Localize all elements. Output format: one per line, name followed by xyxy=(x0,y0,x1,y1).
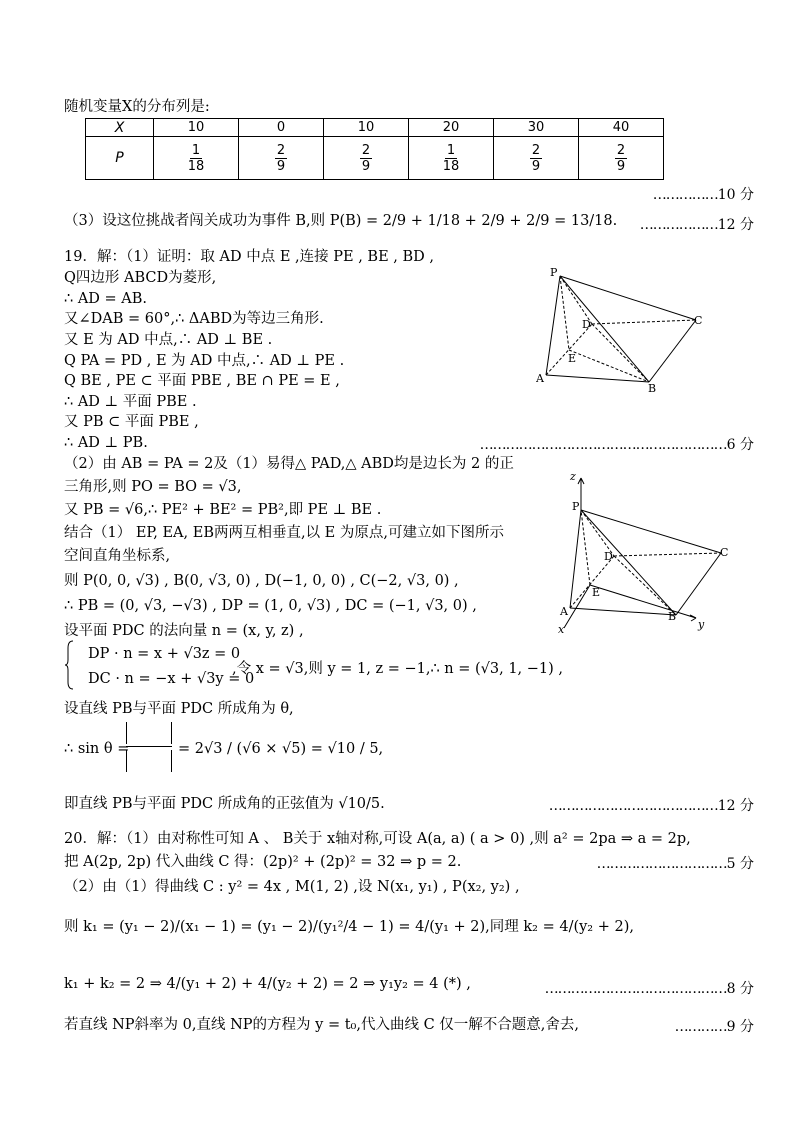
table-cell: $\frac{1}{18}$ xyxy=(409,137,494,180)
table-row-x xyxy=(86,119,664,137)
table-header-x: X xyxy=(86,119,154,137)
equation-line: DC · n = −x + √3y = 0 xyxy=(88,671,255,687)
table-header-p: P xyxy=(86,137,154,180)
proof-line: ∴ AD ⊥ 平面 PBE . xyxy=(64,394,197,410)
axis-label: y xyxy=(698,618,705,631)
table-row-p xyxy=(86,137,664,180)
proof-line: 设直线 PB与平面 PDC 所成角为 θ, xyxy=(64,701,294,717)
proof-line: 又∠DAB = 60°,∴ ΔABD为等边三角形. xyxy=(64,311,324,327)
score-marker: ……………………………………8 分 xyxy=(544,981,754,997)
distribution-table xyxy=(85,118,664,180)
part3-line: （3）设这位挑战者闯关成功为事件 B,则 P(B) = 2/9 + 1/18 + 2/9 + 2/9 = 13/18. xyxy=(64,213,618,229)
vertex-label: D xyxy=(604,550,613,563)
axis-label: z xyxy=(570,470,576,483)
proof-line: 又 PB ⊂ 平面 PBE , xyxy=(64,414,199,430)
proof-line: 若直线 NP斜率为 0,直线 NP的方程为 y = t₀,代入曲线 C 仅一解不合题意,舍去, xyxy=(64,1017,579,1033)
pyramid-figure-1 xyxy=(536,262,706,394)
proof-line: 三角形,则 PO = BO = √3, xyxy=(64,479,242,495)
proof-line: ∴ PB = (0, √3, −√3) , DP = (1, 0, √3) , DC = (−1, √3, 0) , xyxy=(64,598,477,614)
score-marker: …………………………………12 分 xyxy=(548,798,754,814)
table-cell: 40 xyxy=(579,119,664,137)
proof-line: 则 P(0, 0, √3) , B(0, √3, 0) , D(−1, 0, 0) , C(−2, √3, 0) , xyxy=(64,573,459,589)
score-marker: …………………………5 分 xyxy=(596,856,754,872)
table-cell: $\frac{2}{9}$ xyxy=(579,137,664,180)
sin-formula-rest: = 2√3 / (√6 × √5) = √10 / 5, xyxy=(178,741,384,757)
proof-line: （2）由 AB = PA = 2及（1）易得△ PAD,△ ABD均是边长为 2 的正 xyxy=(64,456,514,472)
vertex-label: P xyxy=(572,500,580,513)
proof-line: 空间直角坐标系, xyxy=(64,548,171,564)
score-marker: …………………………………………………6 分 xyxy=(479,437,754,453)
proof-line: 设平面 PDC 的法向量 n = (x, y, z) , xyxy=(64,623,304,639)
table-cell: $\frac{2}{9}$ xyxy=(324,137,409,180)
abs-fraction xyxy=(126,720,172,776)
proof-line: ∴ AD = AB. xyxy=(64,291,148,307)
axis-label: x xyxy=(558,623,565,636)
proof-line: 又 E 为 AD 中点,∴ AD ⊥ BE . xyxy=(64,332,273,348)
table-cell: $\frac{1}{18}$ xyxy=(154,137,239,180)
table-cell: 20 xyxy=(409,119,494,137)
proof-line: 又 PB = √6,∴ PE² + BE² = PB²,即 PE ⊥ BE . xyxy=(64,502,382,518)
proof-line: （2）由（1）得曲线 C : y² = 4x , M(1, 2) ,设 N(x₁, y₁) , P(x₂, y₂) , xyxy=(64,879,520,895)
vertex-label: B xyxy=(668,610,677,623)
table-cell: 30 xyxy=(494,119,579,137)
proof-line: 把 A(2p, 2p) 代入曲线 C 得：(2p)² + (2p)² = 32 ⇒ p = 2. xyxy=(64,854,462,870)
vertex-label: P xyxy=(550,266,558,279)
q20-heading: 20．解：（1）由对称性可知 A 、 B关于 x轴对称,可设 A(a, a) ( a > 0) ,则 a² = 2pa ⇒ a = 2p, xyxy=(64,831,691,847)
q19-heading: 19．解：（1）证明：取 AD 中点 E ,连接 PE , BE , BD , xyxy=(64,249,434,265)
score-marker: …………9 分 xyxy=(674,1019,754,1035)
equation-line: DP · n = x + √3z = 0 xyxy=(88,646,241,662)
table-cell: 10 xyxy=(324,119,409,137)
vertex-label: B xyxy=(648,382,657,394)
vertex-label: C xyxy=(694,314,703,327)
sin-formula-lead: ∴ sin θ = xyxy=(64,741,130,757)
proof-line: 则 k₁ = (y₁ − 2)/(x₁ − 1) = (y₁ − 2)/(y₁²/4 − 1) = 4/(y₁ + 2),同理 k₂ = 4/(y₂ + 2), xyxy=(64,919,634,935)
proof-line: Q BE , PE ⊂ 平面 PBE , BE ∩ PE = E , xyxy=(64,373,340,389)
proof-line: Q四边形 ABCD为菱形, xyxy=(64,270,217,286)
proof-conclusion: 即直线 PB与平面 PDC 所成角的正弦值为 √10/5. xyxy=(64,796,385,812)
table-cell: $\frac{2}{9}$ xyxy=(494,137,579,180)
pyramid-figure-2 xyxy=(556,470,736,640)
proof-line: Q PA = PD , E 为 AD 中点,∴ AD ⊥ PE . xyxy=(64,353,345,369)
vertex-label: E xyxy=(568,352,577,365)
proof-line: k₁ + k₂ = 2 ⇒ 4/(y₁ + 2) + 4/(y₂ + 2) = 2 ⇒ y₁y₂ = 4 (*) , xyxy=(64,976,471,992)
distribution-intro: 随机变量X的分布列是: xyxy=(64,99,210,115)
table-cell: $\frac{2}{9}$ xyxy=(239,137,324,180)
table-cell: 0 xyxy=(239,119,324,137)
vertex-label: A xyxy=(560,605,568,618)
vertex-label: C xyxy=(720,546,729,559)
equation-result: ,令 x = √3,则 y = 1, z = −1,∴ n = (√3, 1, −1) , xyxy=(232,661,564,677)
table-cell: 10 xyxy=(154,119,239,137)
proof-line: ∴ AD ⊥ PB. xyxy=(64,435,148,451)
score-marker: ……………10 分 xyxy=(652,187,754,203)
score-marker: ………………12 分 xyxy=(639,217,754,233)
vertex-label: A xyxy=(536,372,544,385)
vertex-label: E xyxy=(592,586,601,599)
brace-icon xyxy=(64,640,74,690)
vertex-label: D xyxy=(582,318,591,331)
proof-line: 结合（1） EP, EA, EB两两互相垂直,以 E 为原点,可建立如下图所示 xyxy=(64,525,504,541)
